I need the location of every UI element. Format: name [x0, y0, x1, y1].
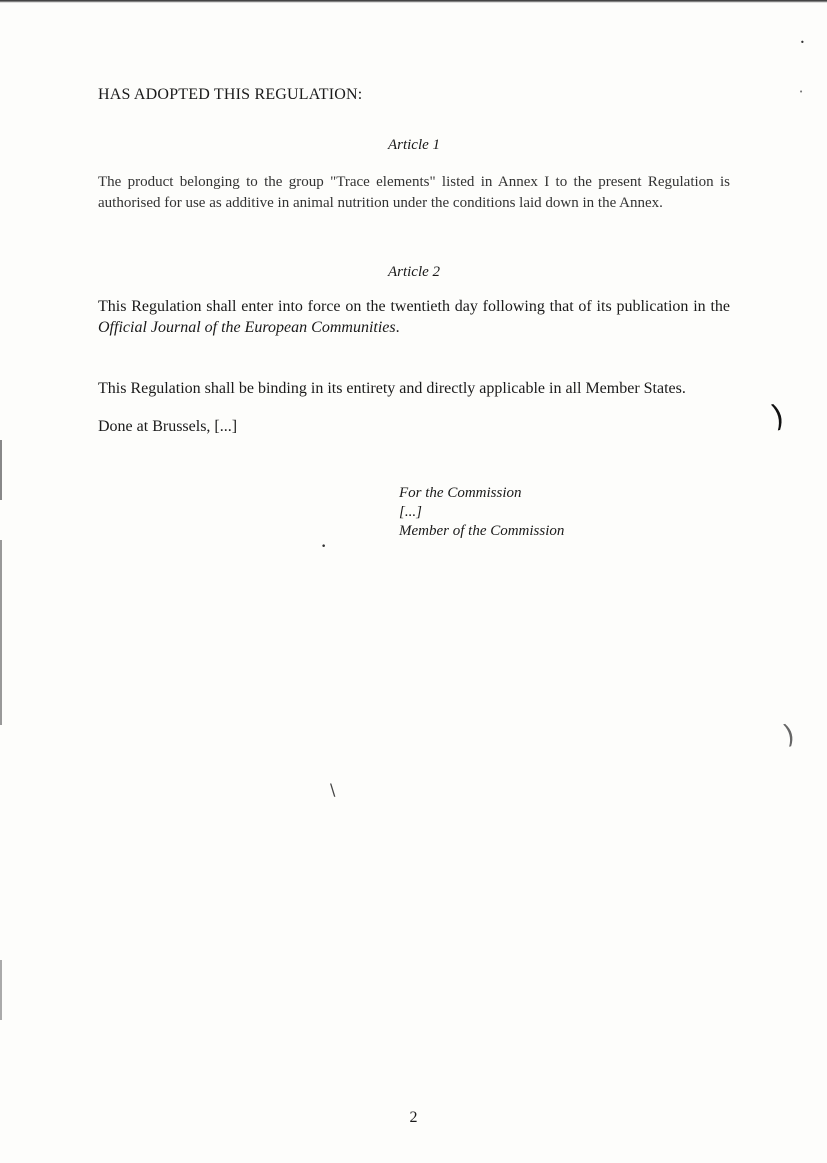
page-number: 2: [409, 1109, 418, 1126]
signature-member-title: Member of the Commission: [399, 523, 565, 539]
signature-for-commission: For the Commission: [399, 485, 522, 501]
article-1-title: Article 1: [387, 137, 441, 153]
scan-edge-top: [0, 0, 827, 3]
official-journal-title: Official Journal of the European Communities: [98, 319, 396, 336]
scan-speck: \: [330, 780, 336, 799]
article-2-title: Article 2: [387, 264, 441, 280]
punch-hole-mark: ): [767, 398, 788, 435]
punch-hole-mark: ): [780, 719, 798, 751]
scan-edge-left: [0, 440, 2, 500]
article-1-text: The product belonging to the group "Trace elements" listed in Annex I to the present Regulation is authorised for use as additive in animal nutrition under the conditions laid down in the Annex.: [98, 174, 730, 211]
article-2-text-before: This Regulation shall enter into force on the twentieth day following that of its publication in the: [98, 298, 730, 315]
scan-speck: •: [321, 542, 327, 552]
article-2-text-after: .: [395, 319, 400, 336]
scan-speck: •: [800, 38, 805, 47]
scan-speck: •: [799, 88, 804, 96]
binding-clause: This Regulation shall be binding in its entirety and directly applicable in all Member States.: [98, 380, 686, 397]
article-2-text: [98, 296, 730, 338]
done-at-line: Done at Brussels, [...]: [98, 418, 238, 435]
signature-name-placeholder: [...]: [399, 504, 422, 520]
scan-edge-left: [0, 540, 2, 725]
scan-edge-left: [0, 960, 2, 1020]
adoption-heading: HAS ADOPTED THIS REGULATION:: [98, 86, 363, 103]
